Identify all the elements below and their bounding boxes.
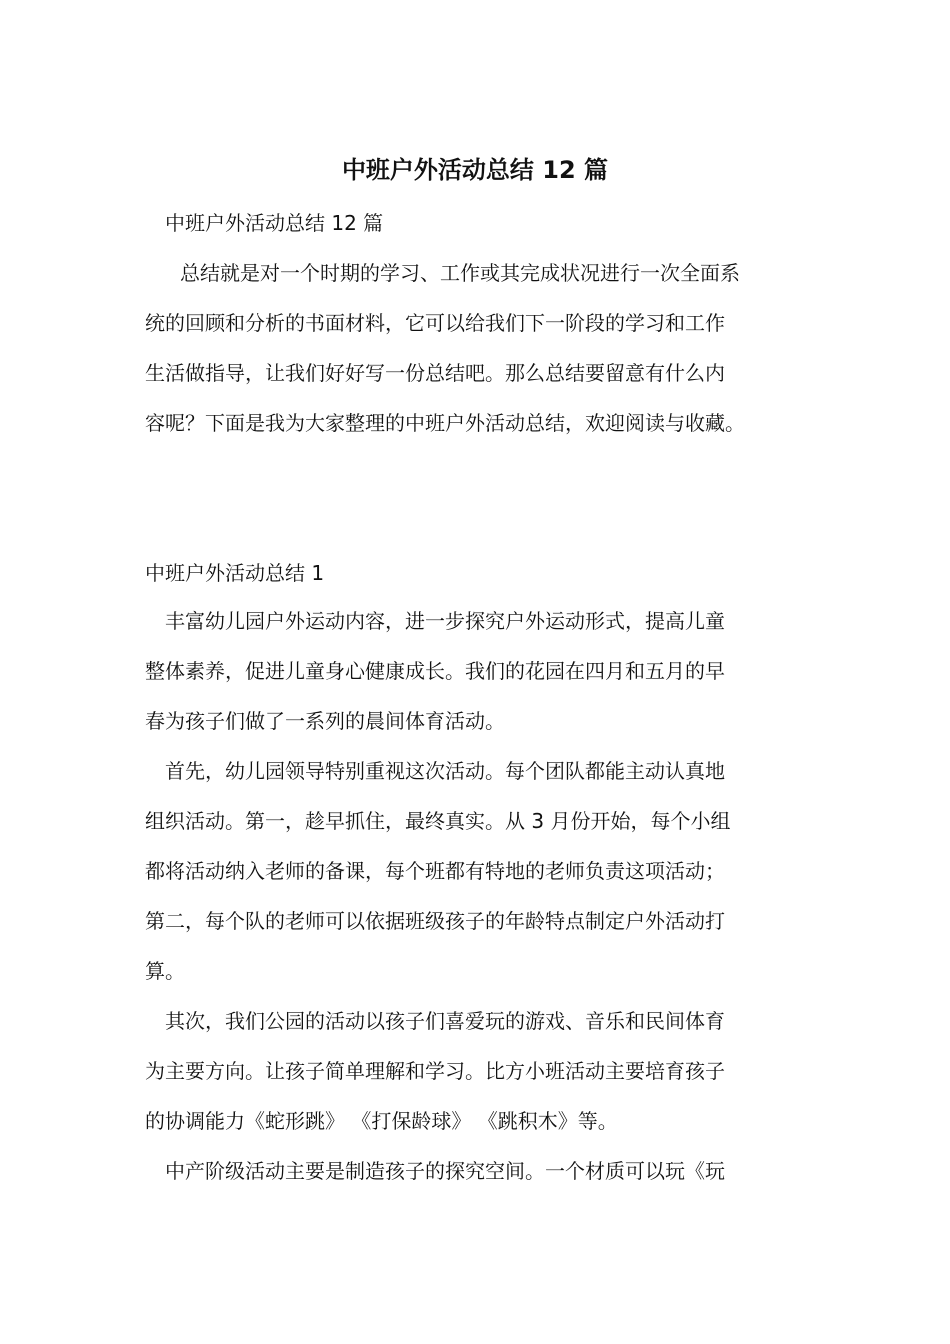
text-line: 其次，我们公园的活动以孩子们喜爱玩的游戏、音乐和民间体育 [165, 1009, 725, 1033]
text-line: 都将活动纳入老师的备课，每个班都有特地的老师负责这项活动； [145, 859, 725, 883]
text-line: 统的回顾和分析的书面材料，它可以给我们下一阶段的学习和工作 [145, 311, 725, 335]
text-line: 的协调能力《蛇形跳》 《打保龄球》 《跳积木》等。 [145, 1109, 618, 1133]
document-title: 中班户外活动总结 12 篇 [341, 156, 609, 184]
text-line: 整体素养，促进儿童身心健康成长。我们的花园在四月和五月的早 [145, 659, 725, 683]
text-line: 第二，每个队的老师可以依据班级孩子的年龄特点制定户外活动打 [145, 909, 725, 933]
document-subtitle: 中班户外活动总结 12 篇 [165, 211, 384, 235]
text-line: 算。 [145, 959, 185, 983]
text-line: 组织活动。第一，趁早抓住，最终真实。从 3 月份开始，每个小组 [145, 809, 731, 833]
text-line: 中产阶级活动主要是制造孩子的探究空间。一个材质可以玩《玩 [165, 1159, 725, 1183]
text-line: 首先，幼儿园领导特别重视这次活动。每个团队都能主动认真地 [165, 759, 725, 783]
text-line: 春为孩子们做了一系列的晨间体育活动。 [145, 709, 505, 733]
text-line: 生活做指导，让我们好好写一份总结吧。那么总结要留意有什么内 [145, 361, 725, 385]
text-line: 总结就是对一个时期的学习、工作或其完成状况进行一次全面系 [180, 261, 740, 285]
text-line: 为主要方向。让孩子简单理解和学习。比方小班活动主要培育孩子 [145, 1059, 725, 1083]
text-line: 容呢？下面是我为大家整理的中班户外活动总结，欢迎阅读与收藏。 [145, 411, 745, 435]
text-line: 丰富幼儿园户外运动内容，进一步探究户外运动形式，提高儿童 [165, 609, 725, 633]
section-heading: 中班户外活动总结 1 [145, 561, 325, 585]
